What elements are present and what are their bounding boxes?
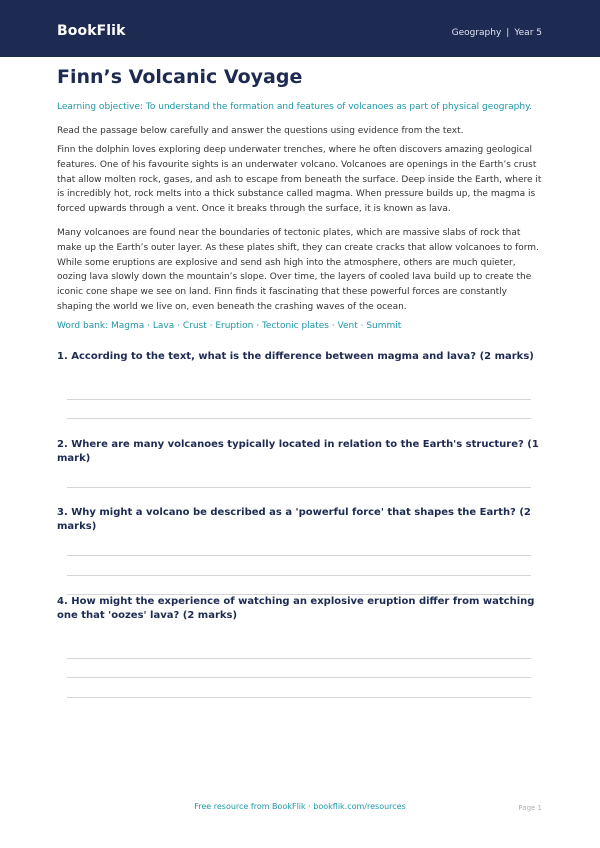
question-4: 4. How might the experience of watching an explosive eruption differ from watching one that 'oozes' lava? (2 marks) xyxy=(57,596,535,621)
subject-label: Geography xyxy=(451,28,502,38)
learning-objective: Learning objective: To understand the formation and features of volcanoes as part of physical geography. xyxy=(57,102,533,112)
answer-line-q2[interactable] xyxy=(67,487,531,488)
brand-logo[interactable]: BookFlik xyxy=(57,23,126,39)
page-header xyxy=(0,0,600,57)
answer-line-q3[interactable] xyxy=(67,555,531,556)
word-bank: Word bank: Magma · Lava · Crust · Eruption · Tectonic plates · Vent · Summit xyxy=(57,321,402,331)
question-2: 2. Where are many volcanoes typically located in relation to the Earth's structure? (1 mark) xyxy=(57,439,539,464)
header-separator: | xyxy=(506,28,510,38)
year-label: Year 5 xyxy=(514,28,542,38)
footer-resource-link[interactable]: Free resource from BookFlik · bookflik.com/resources xyxy=(194,802,406,811)
page-number: Page 1 xyxy=(518,804,542,812)
answer-line-q4[interactable] xyxy=(67,677,531,678)
question-3: 3. Why might a volcano be described as a 'powerful force' that shapes the Earth? (2 marks) xyxy=(57,507,531,532)
answer-line-q4[interactable] xyxy=(67,697,531,698)
answer-line-q1[interactable] xyxy=(67,399,531,400)
answer-line-q3[interactable] xyxy=(67,575,531,576)
passage-paragraph: Finn the dolphin loves exploring deep underwater trenches, where he often discovers amazing geological features. One of his favourite sights is an underwater volcano. Volcanoes are openings in the Earth’s crust that allow molten rock, gases, and ash to escape from beneath the surface. Deep inside the Earth, where it is incredibly hot, rock melts into a thick substance called magma. When pressure builds up, the magma is forced upwards through a vent. Once it breaks through the surface, it is known as lava. xyxy=(57,145,542,215)
answer-line-q3[interactable] xyxy=(67,594,531,595)
answer-line-q4[interactable] xyxy=(67,658,531,659)
question-1: 1. According to the text, what is the difference between magma and lava? (2 marks) xyxy=(57,351,534,362)
instructions: Read the passage below carefully and answer the questions using evidence from the text. xyxy=(57,126,464,136)
answer-line-q1[interactable] xyxy=(67,418,531,419)
passage-paragraph: Many volcanoes are found near the boundaries of tectonic plates, which are massive slabs of rock that make up the Earth’s outer layer. As these plates shift, they can create cracks that allow volcanoes to form. While some eruptions are explosive and send ash high into the atmosphere, others are much quieter, oozing lava slowly down the mountain’s slope. Over time, the layers of cooled lava build up to create the iconic cone shape we see on land. Finn finds it fascinating that these powerful forces are constantly shaping the world we live on, even beneath the crashing waves of the ocean. xyxy=(57,228,539,312)
worksheet-title: Finn’s Volcanic Voyage xyxy=(57,66,303,88)
header-meta xyxy=(452,27,542,39)
